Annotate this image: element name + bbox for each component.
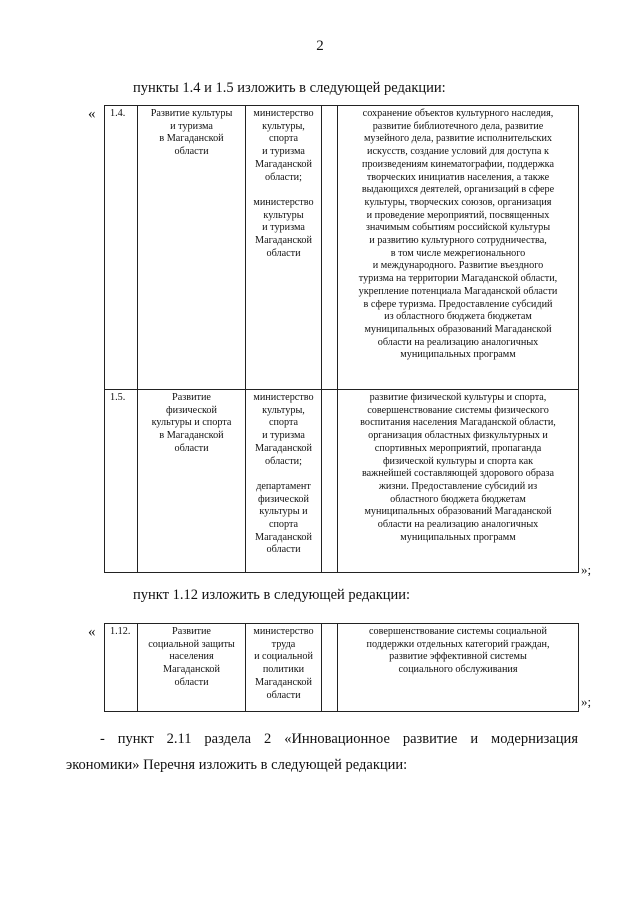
description: развитие физической культуры и спорта, совершенствование системы физического воспитания населения Магаданской области, организация областных физкультурных и спортивных мероприятий, пропаганда физической культуры и спорта как важнейшей составляющей здорового образа жизни. Предоставление субсидий из областного бюджета бюджетам муниципальных образований Магаданской области на реализацию аналогичных муниципальных программ	[338, 390, 579, 573]
open-quote-1: «	[88, 106, 96, 122]
description: сохранение объектов культурного наследия, развитие библиотечного дела, развитие музейного дела, развитие исполнительских искусств, создание условий для доступа к произведениям кинематографии, поддержка творческих инициатив населения, а также выдающихся деятелей, организаций в сфере культуры, творческих союзов, организация и проведение мероприятий, посвященных значимым событиям российской культуры и развитию культурного сотрудничества, в том числе межрегионального и международного. Развитие въездного туризма на территории Магаданской области, укрепление потенциала Магаданской области в сфере туризма. Предоставление субсидий из областного бюджета бюджетам муниципальных образований Магаданской области на реализацию аналогичных муниципальных программ	[338, 106, 579, 390]
executor: министерство культуры, спорта и туризма Магаданской области; министерство культуры и туризма Магаданской области	[246, 106, 322, 390]
row-number: 1.4.	[105, 106, 138, 390]
open-quote-2: «	[88, 624, 96, 640]
row-number: 1.5.	[105, 390, 138, 573]
executor: министерство культуры, спорта и туризма Магаданской области; департамент физической культуры и спорта Магаданской области	[246, 390, 322, 573]
paragraph-line-1: - пункт 2.11 раздела 2 «Инновационное развитие и модернизация	[100, 731, 578, 747]
executor: министерство труда и социальной политики Магаданской области	[246, 624, 322, 712]
paragraph-line-2: экономики» Перечня изложить в следующей редакции:	[66, 757, 408, 773]
row-number: 1.12.	[105, 624, 138, 712]
empty-cell	[322, 390, 338, 573]
table-row-1-5	[105, 390, 579, 573]
paragraph-item-2-11	[66, 726, 578, 778]
heading-items-1-4-1-5: пункты 1.4 и 1.5 изложить в следующей редакции:	[133, 80, 446, 96]
page-number: 2	[316, 38, 324, 54]
program-name: Развитие физической культуры и спорта в Магаданской области	[138, 390, 246, 573]
close-quote-1: »;	[581, 562, 592, 577]
description: совершенствование системы социальной поддержки отдельных категорий граждан, развитие эффективной системы социального обслуживания	[338, 624, 579, 712]
table-item-1-12	[104, 623, 579, 712]
table-row-1-4	[105, 106, 579, 390]
heading-item-1-12: пункт 1.12 изложить в следующей редакции:	[133, 587, 411, 603]
empty-cell	[322, 624, 338, 712]
close-quote-2: »;	[581, 694, 592, 709]
empty-cell	[322, 106, 338, 390]
table-row-1-12	[105, 624, 579, 712]
program-name: Развитие социальной защиты населения Магаданской области	[138, 624, 246, 712]
table-items-1-4-1-5	[104, 105, 579, 573]
program-name: Развитие культуры и туризма в Магаданской области	[138, 106, 246, 390]
